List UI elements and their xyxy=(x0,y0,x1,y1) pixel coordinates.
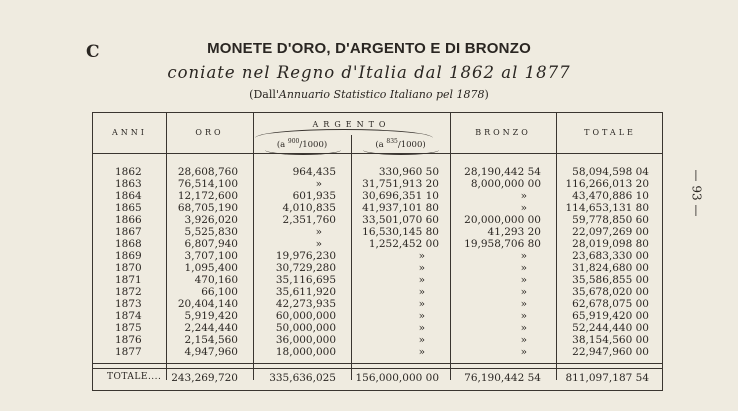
table-cell: 1862 xyxy=(115,166,142,178)
table-cell: » xyxy=(418,334,425,346)
table-cell: 601,935 xyxy=(292,190,336,202)
table-cell: 1867 xyxy=(115,226,142,238)
table-cell: 4,947,960 xyxy=(184,346,238,358)
table-cell: » xyxy=(315,178,322,190)
totale-column xyxy=(556,166,649,358)
header-argento-900: (a $^{900}$/1000) xyxy=(276,138,328,150)
totals-label: TOTALE.... xyxy=(107,372,162,382)
table-cell: » xyxy=(520,250,527,262)
table-cell: 33,501,070 60 xyxy=(362,214,439,226)
table-cell: 36,000,000 xyxy=(275,334,336,346)
totals-oro: 243,269,720 xyxy=(171,372,238,384)
table-cell: 1873 xyxy=(115,298,142,310)
table-cell: » xyxy=(418,322,425,334)
section-letter: C xyxy=(86,42,100,62)
table-cell: 1866 xyxy=(115,214,142,226)
table-cell: » xyxy=(520,274,527,286)
table-cell: 35,611,920 xyxy=(275,286,336,298)
table-cell: 62,678,075 00 xyxy=(572,298,649,310)
table-cell: 3,926,020 xyxy=(184,214,238,226)
table-cell: 35,678,020 00 xyxy=(572,286,649,298)
table-cell: 58,094,598 04 xyxy=(572,166,649,178)
table-cell: 23,683,330 00 xyxy=(572,250,649,262)
coin-table xyxy=(92,112,663,391)
table-cell: 1877 xyxy=(115,346,142,358)
table-cell: 1871 xyxy=(115,274,142,286)
table-cell: 28,019,098 80 xyxy=(572,238,649,250)
table-cell: 1863 xyxy=(115,178,142,190)
table-cell: 2,244,440 xyxy=(184,322,238,334)
table-cell: 20,404,140 xyxy=(177,298,238,310)
table-cell: 16,530,145 80 xyxy=(362,226,439,238)
table-cell: 41,937,101 80 xyxy=(362,202,439,214)
table-cell: 3,707,100 xyxy=(184,250,238,262)
table-cell: » xyxy=(520,262,527,274)
table-cell: 28,608,760 xyxy=(177,166,238,178)
table-cell: 43,470,886 10 xyxy=(572,190,649,202)
table-cell: 31,824,680 00 xyxy=(572,262,649,274)
table-cell: 76,514,100 xyxy=(177,178,238,190)
table-cell: 1869 xyxy=(115,250,142,262)
table-cell: 964,435 xyxy=(292,166,336,178)
table-cell: » xyxy=(520,286,527,298)
table-cell: 1872 xyxy=(115,286,142,298)
table-cell: 18,000,000 xyxy=(275,346,336,358)
years-column xyxy=(115,166,155,358)
table-cell: 28,190,442 54 xyxy=(464,166,541,178)
table-cell: 60,000,000 xyxy=(275,310,336,322)
table-cell: 8,000,000 00 xyxy=(470,178,541,190)
totals-bronzo: 76,190,442 54 xyxy=(464,372,541,384)
table-cell: » xyxy=(418,286,425,298)
page-number: — 93 — xyxy=(689,169,704,217)
table-cell: 66,100 xyxy=(201,286,238,298)
table-cell: » xyxy=(418,346,425,358)
table-cell: 19,958,706 80 xyxy=(464,238,541,250)
table-cell: 22,097,269 00 xyxy=(572,226,649,238)
table-cell: » xyxy=(418,250,425,262)
table-cell: 35,586,855 00 xyxy=(572,274,649,286)
table-cell: » xyxy=(418,262,425,274)
oro-column xyxy=(166,166,238,358)
table-cell: 52,244,440 00 xyxy=(572,322,649,334)
header-anni: ANNI xyxy=(112,128,147,137)
table-cell: 5,919,420 xyxy=(184,310,238,322)
table-cell: 2,351,760 xyxy=(282,214,336,226)
source-title: Annuario Statistico Italiano pel 1878 xyxy=(278,88,485,101)
header-bronzo: BRONZO xyxy=(475,128,531,137)
table-cell: » xyxy=(418,310,425,322)
table-cell: 6,807,940 xyxy=(184,238,238,250)
table-cell: » xyxy=(315,238,322,250)
table-cell: 116,266,013 20 xyxy=(565,178,649,190)
header-argento: ARGENTO xyxy=(312,120,391,129)
totals-argento-900: 335,636,025 xyxy=(269,372,336,384)
header-argento-835: (a $^{835}$/1000) xyxy=(375,138,426,150)
table-cell: 1868 xyxy=(115,238,142,250)
table-cell: 31,751,913 20 xyxy=(362,178,439,190)
table-cell: 30,696,351 10 xyxy=(362,190,439,202)
table-cell: 2,154,560 xyxy=(184,334,238,346)
table-cell: 41,293 20 xyxy=(487,226,541,238)
table-cell: » xyxy=(520,298,527,310)
table-cell: » xyxy=(315,226,322,238)
argento-835-column xyxy=(351,166,439,358)
table-cell: 1874 xyxy=(115,310,142,322)
table-cell: » xyxy=(520,322,527,334)
page-subtitle: coniate nel Regno d'Italia dal 1862 al 1877 xyxy=(167,63,571,82)
table-cell: 50,000,000 xyxy=(275,322,336,334)
table-cell: 59,778,850 60 xyxy=(572,214,649,226)
table-cell: 38,154,560 00 xyxy=(572,334,649,346)
table-cell: 330,960 50 xyxy=(378,166,439,178)
table-cell: 1,252,452 00 xyxy=(368,238,439,250)
table-cell: » xyxy=(418,298,425,310)
table-cell: 35,116,695 xyxy=(275,274,336,286)
table-cell: » xyxy=(520,310,527,322)
totals-totale: 811,097,187 54 xyxy=(565,372,649,384)
header-oro: ORO xyxy=(195,128,224,137)
totals-argento-835: 156,000,000 00 xyxy=(355,372,439,384)
table-cell: 30,729,280 xyxy=(275,262,336,274)
table-cell: 12,172,600 xyxy=(177,190,238,202)
table-cell: 1875 xyxy=(115,322,142,334)
table-cell: » xyxy=(520,334,527,346)
table-cell: 1876 xyxy=(115,334,142,346)
table-cell: » xyxy=(520,346,527,358)
table-cell: 68,705,190 xyxy=(177,202,238,214)
table-cell: 1870 xyxy=(115,262,142,274)
header-totale: TOTALE xyxy=(584,128,636,137)
source-note: (Dall'Annuario Statistico Italiano pel 1878) xyxy=(249,88,489,101)
table-cell: 1,095,400 xyxy=(184,262,238,274)
table-cell: 65,919,420 00 xyxy=(572,310,649,322)
table-cell: 4,010,835 xyxy=(282,202,336,214)
table-cell: » xyxy=(520,190,527,202)
table-cell: 20,000,000 00 xyxy=(464,214,541,226)
bronzo-column xyxy=(450,166,541,358)
table-cell: 470,160 xyxy=(194,274,238,286)
table-cell: 19,976,230 xyxy=(275,250,336,262)
table-cell: 114,653,131 80 xyxy=(565,202,649,214)
table-cell: » xyxy=(520,202,527,214)
table-cell: » xyxy=(418,274,425,286)
argento-900-column xyxy=(253,166,336,358)
page-title: MONETE D'ORO, D'ARGENTO E DI BRONZO xyxy=(207,40,531,57)
table-cell: 5,525,830 xyxy=(184,226,238,238)
table-cell: 42,273,935 xyxy=(275,298,336,310)
table-cell: 1865 xyxy=(115,202,142,214)
table-cell: 22,947,960 00 xyxy=(572,346,649,358)
table-cell: 1864 xyxy=(115,190,142,202)
